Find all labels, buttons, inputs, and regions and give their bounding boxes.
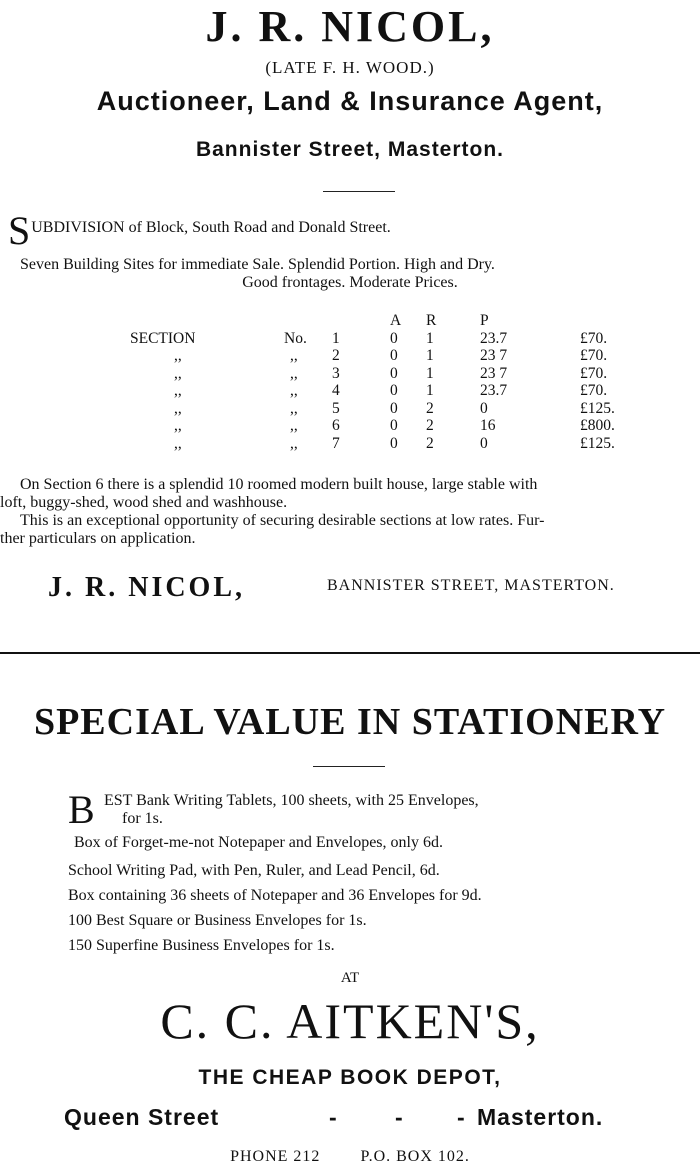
section-perches: 0 bbox=[480, 434, 488, 452]
section-roods: 2 bbox=[426, 434, 434, 452]
section-acres: 0 bbox=[390, 399, 398, 417]
section-no-label: ,, bbox=[290, 364, 298, 382]
opportunity-line-2: ther particulars on application. bbox=[0, 530, 196, 547]
section-roods: 2 bbox=[426, 417, 434, 435]
section-roods: 1 bbox=[426, 382, 434, 400]
item1-line-2: for 1s. bbox=[122, 810, 163, 827]
section-acres: 0 bbox=[390, 417, 398, 435]
section-perches: 0 bbox=[480, 399, 488, 417]
street-name: Queen Street bbox=[64, 1104, 220, 1130]
section-label: SECTION bbox=[130, 329, 196, 347]
list-item: Box containing 36 sheets of Notepaper and 36 Envelopes for 9d. bbox=[68, 887, 482, 904]
section-perches: 23.7 bbox=[480, 329, 508, 347]
section6-line-2: loft, buggy-shed, wood shed and washhouse. bbox=[0, 494, 288, 511]
section-acres: 0 bbox=[390, 329, 398, 347]
section-price: £800. bbox=[580, 417, 615, 435]
dash-separator: - bbox=[395, 1104, 404, 1130]
aitken-name: C. C. AITKEN'S, bbox=[160, 993, 540, 1049]
section-price: £125. bbox=[580, 399, 615, 417]
section-label: ,, bbox=[174, 347, 182, 365]
subdivision-dropcap: S bbox=[8, 208, 31, 253]
section6-line-1: On Section 6 there is a splendid 10 roomed modern built house, large stable with bbox=[20, 476, 538, 493]
dash-separator: - bbox=[457, 1104, 466, 1130]
section-acres: 0 bbox=[390, 434, 398, 452]
section-perches: 23 7 bbox=[480, 364, 508, 382]
nicol-address: Bannister Street, Masterton. bbox=[195, 138, 505, 161]
table-row bbox=[130, 382, 640, 400]
col-header-a: A bbox=[390, 312, 402, 330]
section-no-label: ,, bbox=[290, 434, 298, 452]
nicol-signature-address: BANNISTER STREET, MASTERTON. bbox=[327, 577, 615, 594]
section-label: ,, bbox=[174, 364, 182, 382]
depot-name: THE CHEAP BOOK DEPOT, bbox=[198, 1066, 502, 1089]
subdivision-text: UBDIVISION of Block, South Road and Donald Street. bbox=[31, 219, 391, 236]
item1-dropcap: B bbox=[68, 787, 95, 832]
sites-line-1: Seven Building Sites for immediate Sale. Splendid Portion. High and Dry. bbox=[20, 256, 495, 273]
at-label: AT bbox=[340, 970, 360, 986]
table-row bbox=[130, 417, 640, 435]
list-item: 150 Superfine Business Envelopes for 1s. bbox=[68, 937, 335, 954]
list-item: Box of Forget-me-not Notepaper and Envelopes, only 6d. bbox=[74, 834, 443, 851]
subdivision-heading bbox=[8, 208, 700, 253]
section-acres: 0 bbox=[390, 347, 398, 365]
section-price: £70. bbox=[580, 364, 608, 382]
table-row bbox=[130, 330, 640, 348]
section-no-label: ,, bbox=[290, 347, 298, 365]
short-rule bbox=[323, 191, 395, 192]
section-number: 4 bbox=[332, 382, 340, 400]
section-no-label: ,, bbox=[290, 382, 298, 400]
town-name: Masterton. bbox=[477, 1104, 604, 1130]
opportunity-line-1: This is an exceptional opportunity of securing desirable sections at low rates. Fur- bbox=[20, 512, 545, 529]
table-row bbox=[130, 400, 640, 418]
section-price: £125. bbox=[580, 434, 615, 452]
section-price: £70. bbox=[580, 382, 608, 400]
sections-header-row bbox=[130, 312, 640, 330]
nicol-role: Auctioneer, Land & Insurance Agent, bbox=[96, 86, 604, 116]
section-roods: 1 bbox=[426, 347, 434, 365]
item1-line-1: EST Bank Writing Tablets, 100 sheets, with 25 Envelopes, bbox=[104, 792, 479, 809]
section-perches: 23 7 bbox=[480, 347, 508, 365]
col-header-p: P bbox=[480, 312, 489, 330]
sites-line-2: Good frontages. Moderate Prices. bbox=[242, 274, 458, 291]
section-no-label: No. bbox=[284, 329, 307, 347]
section-roods: 2 bbox=[426, 399, 434, 417]
table-row bbox=[130, 365, 640, 383]
section-roods: 1 bbox=[426, 329, 434, 347]
section-price: £70. bbox=[580, 347, 608, 365]
short-rule bbox=[313, 766, 385, 767]
col-header-r: R bbox=[426, 312, 437, 330]
section-label: ,, bbox=[174, 417, 182, 435]
nicol-title: J. R. NICOL, bbox=[205, 2, 495, 51]
section-no-label: ,, bbox=[290, 399, 298, 417]
section-number: 1 bbox=[332, 329, 340, 347]
po-box: P.O. BOX 102. bbox=[360, 1148, 470, 1165]
table-row bbox=[130, 435, 640, 453]
section-number: 3 bbox=[332, 364, 340, 382]
stationery-headline: SPECIAL VALUE IN STATIONERY bbox=[33, 701, 667, 743]
section-number: 6 bbox=[332, 417, 340, 435]
section-label: ,, bbox=[174, 399, 182, 417]
sections-table bbox=[130, 312, 640, 452]
section-number: 5 bbox=[332, 399, 340, 417]
nicol-late-note: (LATE F. H. WOOD.) bbox=[265, 58, 435, 77]
section-number: 2 bbox=[332, 347, 340, 365]
section-no-label: ,, bbox=[290, 417, 298, 435]
section-perches: 23.7 bbox=[480, 382, 508, 400]
phone-and-box bbox=[0, 1148, 700, 1166]
phone-number: PHONE 212 bbox=[230, 1148, 321, 1165]
section-number: 7 bbox=[332, 434, 340, 452]
dash-separator: - bbox=[329, 1104, 338, 1130]
section-perches: 16 bbox=[480, 417, 496, 435]
list-item: 100 Best Square or Business Envelopes for 1s. bbox=[68, 912, 367, 929]
list-item: School Writing Pad, with Pen, Ruler, and Lead Pencil, 6d. bbox=[68, 862, 440, 879]
section-price: £70. bbox=[580, 329, 608, 347]
section-label: ,, bbox=[174, 382, 182, 400]
table-row bbox=[130, 347, 640, 365]
section-label: ,, bbox=[174, 434, 182, 452]
section-acres: 0 bbox=[390, 364, 398, 382]
nicol-signature: J. R. NICOL, bbox=[48, 572, 246, 603]
section-acres: 0 bbox=[390, 382, 398, 400]
section-roods: 1 bbox=[426, 364, 434, 382]
ad-divider bbox=[0, 652, 700, 654]
